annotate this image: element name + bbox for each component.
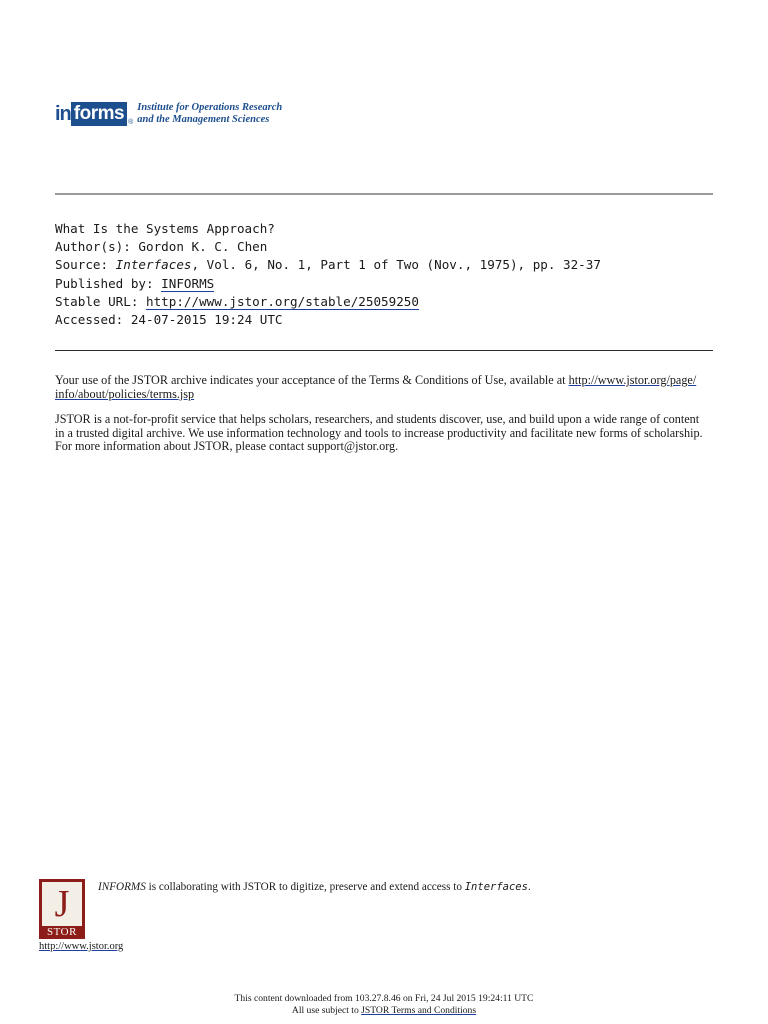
download-footer [0,993,768,1017]
footer-terms-prefix: All use subject to [291,1005,362,1016]
footer-terms-link[interactable]: JSTOR Terms and Conditions [361,1005,477,1016]
authors-label: Author(s): [55,239,131,255]
logo-mark-forms: forms [71,102,127,126]
terms-text: Your use of the JSTOR archive indicates your acceptance of the Terms & Conditions of Use, available at [55,373,569,387]
source-label: Source: [55,257,109,273]
about-line3: For more information about JSTOR, please contact support@jstor.org. [55,439,399,454]
logo-text-line1: Institute for Operations Research [137,102,283,113]
article-title: What Is the Systems Approach? [55,221,275,236]
informs-logo-mark [55,102,133,126]
informs-logo-text [137,102,282,126]
publisher-link[interactable]: INFORMS [161,275,215,291]
publisher-row [55,275,601,293]
publisher-label: Published by: [55,275,154,291]
stable-url-link[interactable]: http://www.jstor.org/stable/25059250 [146,293,419,309]
collab-text: is collaborating with JSTOR to digitize, preserve and extend access to [145,881,465,893]
terms-link-part2[interactable]: info/about/policies/terms.jsp [55,386,195,401]
logo-mark-in: in [55,103,71,125]
jstor-logo-word: STOR [47,926,77,938]
logo-registered-mark: ® [128,119,134,126]
authors-value: Gordon K. C. Chen [138,239,268,255]
accessed-row [55,311,601,329]
footer-download-line: This content downloaded from 103.27.8.46 on Fri, 24 Jul 2015 19:24:11 UTC [234,993,534,1004]
stable-url-row [55,293,601,311]
top-divider [55,193,713,195]
collab-end: . [527,881,531,893]
accessed-value: 24-07-2015 19:24 UTC [130,312,283,328]
citation-block [55,220,601,329]
about-line2: in a trusted digital archive. We use information technology and tools to increase productivity and facilitate new forms of scholarship. [55,425,703,440]
logo-text-line2: and the Management Sciences [137,114,270,125]
terms-notice [55,374,715,466]
collab-org: INFORMS [98,881,146,893]
jstor-logo [39,879,85,939]
collab-journal: Interfaces [464,881,528,893]
informs-logo [55,100,282,128]
terms-link-part1[interactable]: http://www.jstor.org/page/ [568,373,697,387]
footer-terms-line [0,1005,768,1017]
source-details: , Vol. 6, No. 1, Part 1 of Two (Nov., 1975), pp. 32-37 [191,257,601,273]
stable-url-label: Stable URL: [55,293,139,309]
authors-row [55,238,601,256]
source-journal: Interfaces [115,257,192,273]
source-row [55,256,601,274]
jstor-logo-letter: J [42,882,82,926]
about-line1: JSTOR is a not-for-profit service that helps scholars, researchers, and students discover, use, and build upon a wide range of content [55,412,700,427]
middle-divider [55,350,713,351]
jstor-about-paragraph [55,413,715,454]
jstor-home-link[interactable]: http://www.jstor.org [39,941,124,952]
collaboration-statement [98,881,531,893]
accessed-label: Accessed: [55,312,124,328]
terms-paragraph [55,374,715,401]
